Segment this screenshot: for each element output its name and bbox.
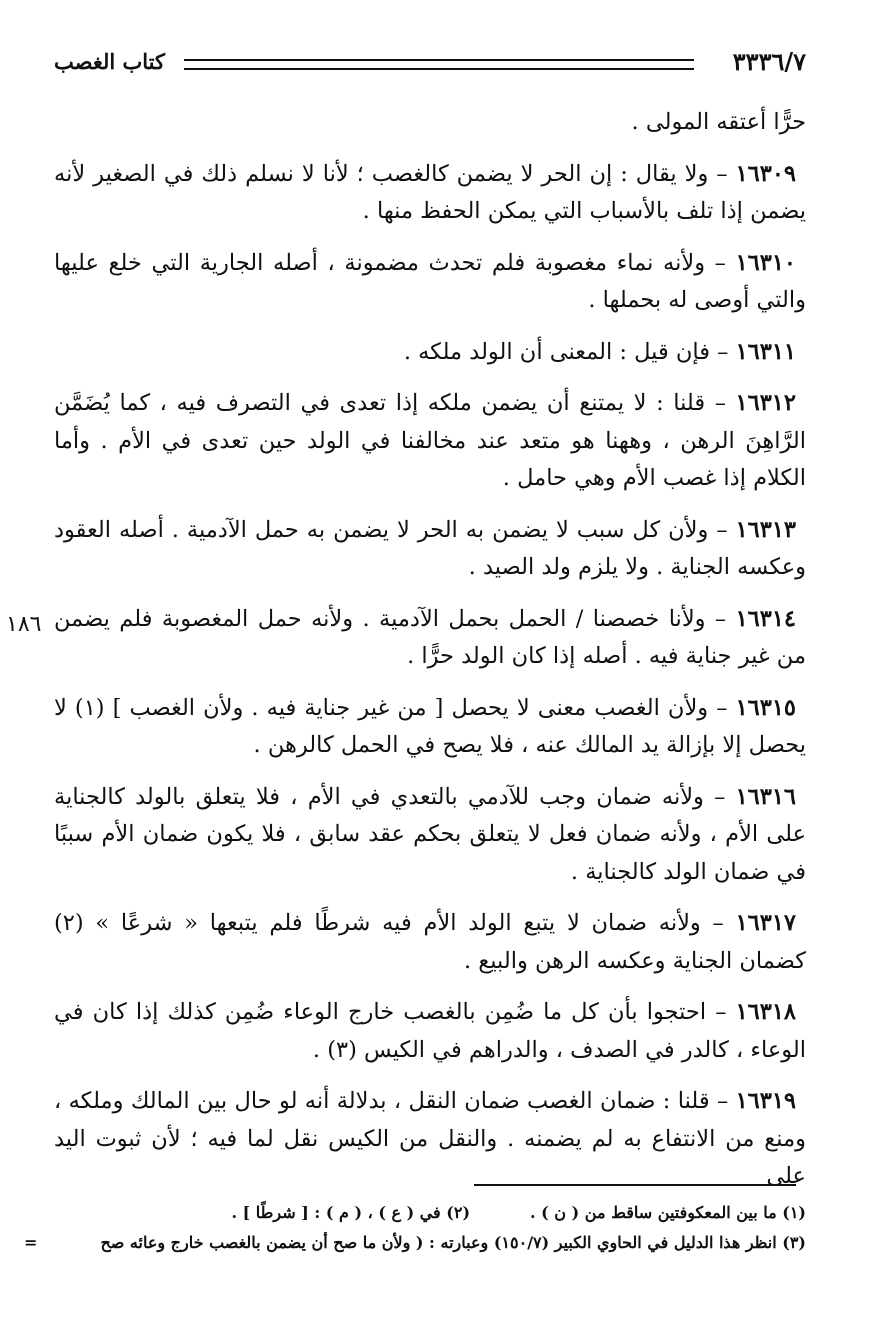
paragraph-text: – احتجوا بأن كل ما ضُمِن بالغصب خارج الوعاء ضُمِن كذلك إذا كان في الوعاء ، كالدر في الصدف ، والدراهم في الكيس (٣) . xyxy=(54,999,806,1063)
paragraph-text: – ولأنا خصصنا / الحمل بحمل الآدمية . ولأنه حمل المغصوبة فلم يضمن من غير جناية فيه . أصله إذا كان الولد حرًّا . xyxy=(54,605,806,669)
footnote-row xyxy=(24,1198,806,1228)
footnote-1: (١) ما بين المعكوفتين ساقط من ( ن ) . xyxy=(530,1203,806,1222)
paragraph-16311 xyxy=(54,334,806,372)
paragraph-number: ١٦٣١١ xyxy=(735,338,796,365)
paragraph-number: ١٦٣١٧ xyxy=(735,910,796,936)
paragraph-number: ١٦٣١٤ xyxy=(735,605,797,632)
paragraph-text: – قلنا : لا يمتنع أن يضمن ملكه إذا تعدى في التصرف فيه ، كما يُضَمَّن الرَّاهِنَ الرهن ، وههنا هو متعد عند مخالفنا في الولد حين تعدى في الأم . وأما الكلام إذا غصب الأم وهي حامل . xyxy=(54,390,806,491)
footnote-3: (٣) انظر هذا الدليل في الحاوي الكبير (١٥٠/٧) وعبارته : ( ولأن ما صح أن يضمن بالغصب خارج وعائه صح xyxy=(100,1233,806,1252)
paragraph-0 xyxy=(54,104,806,142)
paragraph-text: – ولأنه نماء مغصوبة فلم تحدث مضمونة ، أصله الجارية التي خلع عليها والتي أوصى له بحملها . xyxy=(54,249,806,313)
header-double-rule xyxy=(184,59,694,70)
page-number: ٣٣٣٦/٧ xyxy=(732,47,806,76)
paragraph-16309 xyxy=(54,156,806,231)
footnote-continuation-mark: = xyxy=(24,1233,38,1252)
margin-page-reference: ١٨٦ xyxy=(6,612,42,637)
paragraph-16310 xyxy=(54,245,806,320)
paragraph-16317 xyxy=(54,905,806,980)
paragraph-text: – ولأن الغصب معنى لا يحصل [ من غير جناية فيه . ولأن الغصب ] (١) لا يحصل إلا بإزالة يد المالك عنه ، فلا يصح في الحمل كالرهن . xyxy=(54,694,806,758)
paragraph-text: – قلنا : ضمان الغصب ضمان النقل ، بدلالة أنه لو حال بين المالك وملكه ، ومنع من الانتفاع به لم يضمنه . والنقل من الكيس نقل لما فيه ؛ لأن ثبوت اليد على xyxy=(54,1088,806,1189)
paragraph-number: ١٦٣١٢ xyxy=(735,390,796,416)
paragraph-16318 xyxy=(54,994,806,1069)
main-text xyxy=(54,104,806,1210)
paragraph-16319 xyxy=(54,1083,806,1196)
paragraph-16312 xyxy=(54,385,806,498)
page-header xyxy=(54,45,806,85)
paragraph-number: ١٦٣١٥ xyxy=(735,694,796,721)
footnote-row xyxy=(24,1228,806,1258)
paragraph-16315 xyxy=(54,690,806,765)
paragraph-16314 xyxy=(54,601,806,676)
paragraph-number: ١٦٣٠٩ xyxy=(735,160,797,187)
footnote-2: (٢) في ( ع ) ، ( م ) : [ شرطًا ] . xyxy=(231,1203,471,1222)
paragraph-number: ١٦٣١٨ xyxy=(735,999,797,1025)
book-title: كتاب الغصب xyxy=(54,49,166,74)
paragraph-16313 xyxy=(54,512,806,587)
footnotes xyxy=(24,1198,806,1258)
footnote-separator xyxy=(474,1184,796,1186)
paragraph-text: حرًّا أعتقه المولى . xyxy=(631,109,806,135)
paragraph-number: ١٦٣١٩ xyxy=(735,1088,796,1114)
paragraph-number: ١٦٣١٠ xyxy=(735,249,796,276)
paragraph-number: ١٦٣١٣ xyxy=(735,516,796,543)
paragraph-number: ١٦٣١٦ xyxy=(735,783,796,810)
paragraph-text: – ولا يقال : إن الحر لا يضمن كالغصب ؛ لأنا لا نسلم ذلك في الصغير لأنه يضمن إذا تلف بالأسباب التي يمكن الحفظ منها . xyxy=(54,160,806,224)
paragraph-text: – ولأنه ضمان وجب للآدمي بالتعدي في الأم ، فلا يتعلق بالولد كالجناية على الأم ، ولأنه ضمان فعل لا يتعلق بحكم عقد سابق ، فلا يكون ضمان الأم سببًا في ضمان الولد كالجناية . xyxy=(54,783,806,885)
paragraph-text: – ولأن كل سبب لا يضمن به الحر لا يضمن به حمل الآدمية . أصله العقود وعكسه الجناية . ولا يلزم ولد الصيد . xyxy=(54,516,806,580)
paragraph-text: – ولأنه ضمان لا يتبع الولد الأم فيه شرطًا فلم يتبعها « شرعًا » (٢) كضمان الجناية وعكسه الرهن والبيع . xyxy=(54,910,806,974)
paragraph-16316 xyxy=(54,779,806,892)
paragraph-text: – فإن قيل : المعنى أن الولد ملكه . xyxy=(403,338,729,365)
